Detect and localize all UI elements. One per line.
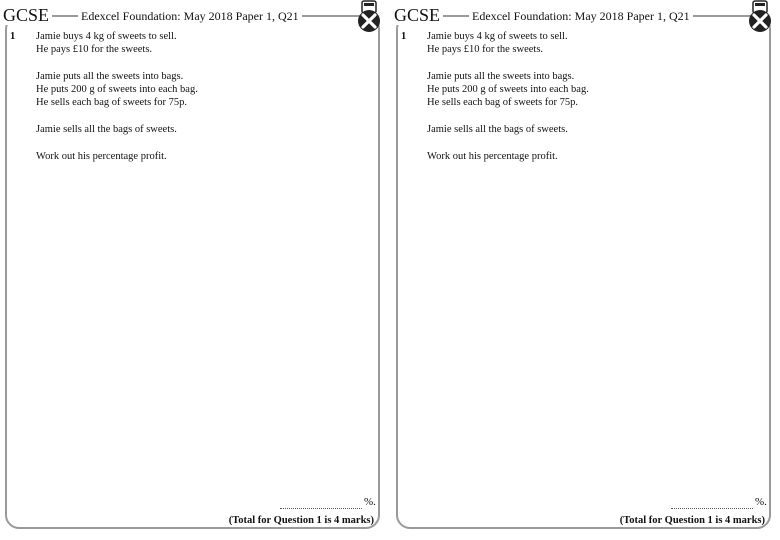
header-rule xyxy=(54,15,74,17)
header-rule xyxy=(302,15,356,17)
question-paragraph xyxy=(427,70,589,109)
brand-label: GCSE xyxy=(2,5,52,25)
question-line: Jamie puts all the sweets into bags. xyxy=(427,71,575,82)
question-paragraph xyxy=(427,30,589,56)
header-rule xyxy=(445,15,465,17)
exam-title: Edexcel Foundation: May 2018 Paper 1, Q21 xyxy=(469,9,693,23)
question-line: He puts 200 g of sweets into each bag. xyxy=(427,84,589,95)
total-marks: (Total for Question 1 is 4 marks) xyxy=(619,515,765,526)
question-paragraph xyxy=(427,123,589,136)
brand-label: GCSE xyxy=(393,5,443,25)
question-line: Jamie buys 4 kg of sweets to sell. xyxy=(36,31,177,42)
question-paragraph xyxy=(36,30,198,56)
worksheet-right xyxy=(391,0,780,540)
question-line: He pays £10 for the sweets. xyxy=(427,44,544,55)
question-line: Jamie sells all the bags of sweets. xyxy=(427,124,568,135)
question-paragraph xyxy=(36,70,198,109)
question-line: He sells each bag of sweets for 75p. xyxy=(36,97,188,108)
total-marks: (Total for Question 1 is 4 marks) xyxy=(228,515,374,526)
question-paragraph xyxy=(427,150,589,163)
question-line: Work out his percentage profit. xyxy=(36,151,167,162)
answer-line[interactable] xyxy=(280,508,362,509)
question-text xyxy=(36,30,198,177)
question-line: He puts 200 g of sweets into each bag. xyxy=(36,84,198,95)
question-line: He pays £10 for the sweets. xyxy=(36,44,153,55)
question-text xyxy=(427,30,589,177)
question-line: Work out his percentage profit. xyxy=(427,151,558,162)
question-line: He sells each bag of sweets for 75p. xyxy=(427,97,579,108)
answer-line[interactable] xyxy=(671,508,753,509)
exam-title: Edexcel Foundation: May 2018 Paper 1, Q21 xyxy=(78,9,302,23)
answer-unit: %. xyxy=(755,496,767,508)
answer-unit: %. xyxy=(364,496,376,508)
question-number: 1 xyxy=(401,31,407,42)
question-paragraph xyxy=(36,150,198,163)
question-line: Jamie puts all the sweets into bags. xyxy=(36,71,184,82)
question-line: Jamie sells all the bags of sweets. xyxy=(36,124,177,135)
no-calculator-icon xyxy=(747,0,773,34)
header-rule xyxy=(693,15,747,17)
question-number: 1 xyxy=(10,31,16,42)
no-calculator-icon xyxy=(356,0,382,34)
question-line: Jamie buys 4 kg of sweets to sell. xyxy=(427,31,568,42)
question-paragraph xyxy=(36,123,198,136)
